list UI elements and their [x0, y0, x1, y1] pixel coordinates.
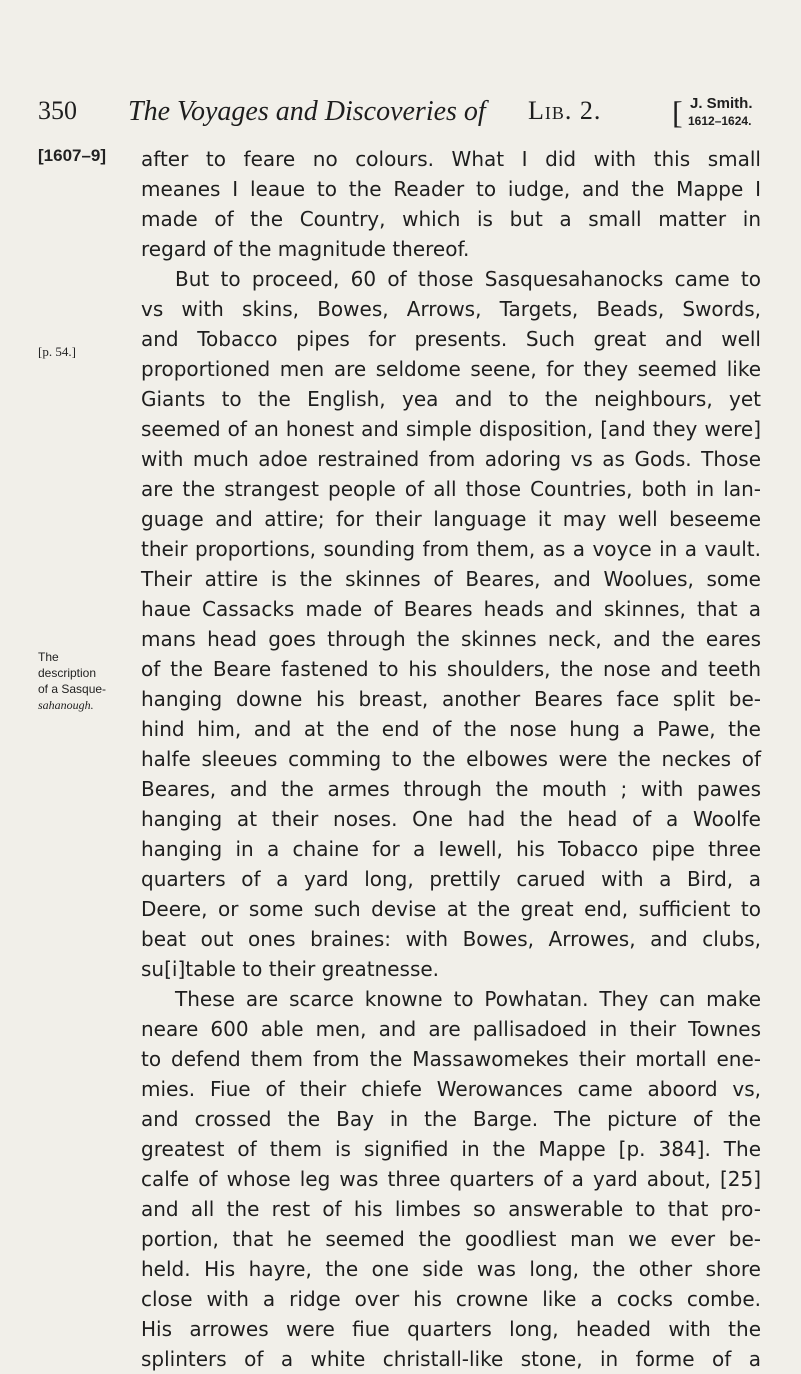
text-line: proportioned men are seldome seene, for they seemed like: [141, 357, 761, 381]
text-line: close with a ridge over his crowne like a cocks combe.: [141, 1287, 761, 1311]
margin-description-note: [38, 649, 130, 713]
text-line: Beares, and the armes through the mouth ; with pawes: [141, 777, 761, 801]
text-line: beat out ones braines: with Bowes, Arrowes, and clubs,: [141, 927, 761, 951]
text-line: of the Beare fastened to his shoulders, the nose and teeth: [141, 657, 761, 681]
page-number: 350: [38, 96, 77, 125]
text-line: su[i]table to their greatnesse.: [141, 957, 440, 981]
text-line: haue Cassacks made of Beares heads and skinnes, that a: [141, 597, 761, 621]
text-line: But to proceed, 60 of those Sasquesahanocks came to: [175, 267, 761, 291]
margin-note-line: sahanough.: [38, 698, 94, 712]
text-line: and Tobacco pipes for presents. Such great and well: [141, 327, 761, 351]
text-line: made of the Country, which is but a small matter in: [141, 207, 761, 231]
margin-note-line: The: [38, 650, 59, 664]
text-line: His arrowes were fiue quarters long, headed with the: [141, 1317, 761, 1341]
text-line: neare 600 able men, and are pallisadoed in their Townes: [141, 1017, 761, 1041]
text-line: hanging downe his breast, another Beares face split be-: [141, 687, 761, 711]
running-header: [0, 96, 801, 140]
text-line: halfe sleeues comming to the elbowes were the neckes of: [141, 747, 761, 771]
text-line: portion, that he seemed the goodliest man we ever be-: [141, 1227, 761, 1251]
text-line: after to feare no colours. What I did with this small: [141, 147, 761, 171]
header-bracket: [: [672, 94, 683, 130]
text-line: regard of the magnitude thereof.: [141, 237, 470, 261]
text-line: Giants to the English, yea and to the neighbours, yet: [141, 387, 761, 411]
text-line: Their attire is the skinnes of Beares, and Woolues, some: [141, 567, 761, 591]
text-line: hanging at their noses. One had the head of a Woolfe: [141, 807, 761, 831]
text-line: quarters of a yard long, prettily carued with a Bird, a: [141, 867, 761, 891]
body-text: [141, 144, 761, 1374]
margin-year: [1607–9]: [38, 146, 107, 165]
text-line: with much adoe restrained from adoring vs as Gods. Those: [141, 447, 761, 471]
text-line: calfe of whose leg was three quarters of a yard about, [25]: [141, 1167, 761, 1191]
text-line: mans head goes through the skinnes neck, and the eares: [141, 627, 761, 651]
margin-note-line: description: [38, 666, 97, 680]
text-line: vs with skins, Bowes, Arrows, Targets, Beads, Swords,: [141, 297, 761, 321]
header-author: J. Smith.: [690, 95, 753, 112]
text-line: their proportions, sounding from them, as a voyce in a vault.: [141, 537, 761, 561]
book-number: Lib. 2.: [528, 96, 602, 125]
text-line: greatest of them is signified in the Mappe [p. 384]. The: [141, 1137, 761, 1161]
text-line: to defend them from the Massawomekes their mortall ene-: [141, 1047, 761, 1071]
running-title: The Voyages and Discoveries of: [128, 96, 486, 127]
text-line: These are scarce knowne to Powhatan. They can make: [175, 987, 761, 1011]
text-line: seemed of an honest and simple disposition, [and they were]: [141, 417, 761, 441]
text-line: splinters of a white christall-like stone, in forme of a: [141, 1347, 761, 1371]
header-dates: 1612–1624.: [688, 114, 752, 128]
text-line: hanging in a chaine for a Iewell, his Tobacco pipe three: [141, 837, 761, 861]
text-line: meanes I leaue to the Reader to iudge, and the Mappe I: [141, 177, 761, 201]
text-line: are the strangest people of all those Countries, both in lan-: [141, 477, 761, 501]
text-line: guage and attire; for their language it may well beseeme: [141, 507, 761, 531]
text-line: Deere, or some such devise at the great end, sufficient to: [141, 897, 761, 921]
margin-note-line: of a Sasque-: [38, 682, 107, 696]
text-line: hind him, and at the end of the nose hung a Pawe, the: [141, 717, 761, 741]
text-line: held. His hayre, the one side was long, the other shore: [141, 1257, 761, 1281]
text-line: mies. Fiue of their chiefe Werowances came aboord vs,: [141, 1077, 761, 1101]
text-line: and all the rest of his limbes so answerable to that pro-: [141, 1197, 761, 1221]
margin-page-ref: [p. 54.]: [38, 344, 76, 359]
text-line: and crossed the Bay in the Barge. The picture of the: [141, 1107, 761, 1131]
